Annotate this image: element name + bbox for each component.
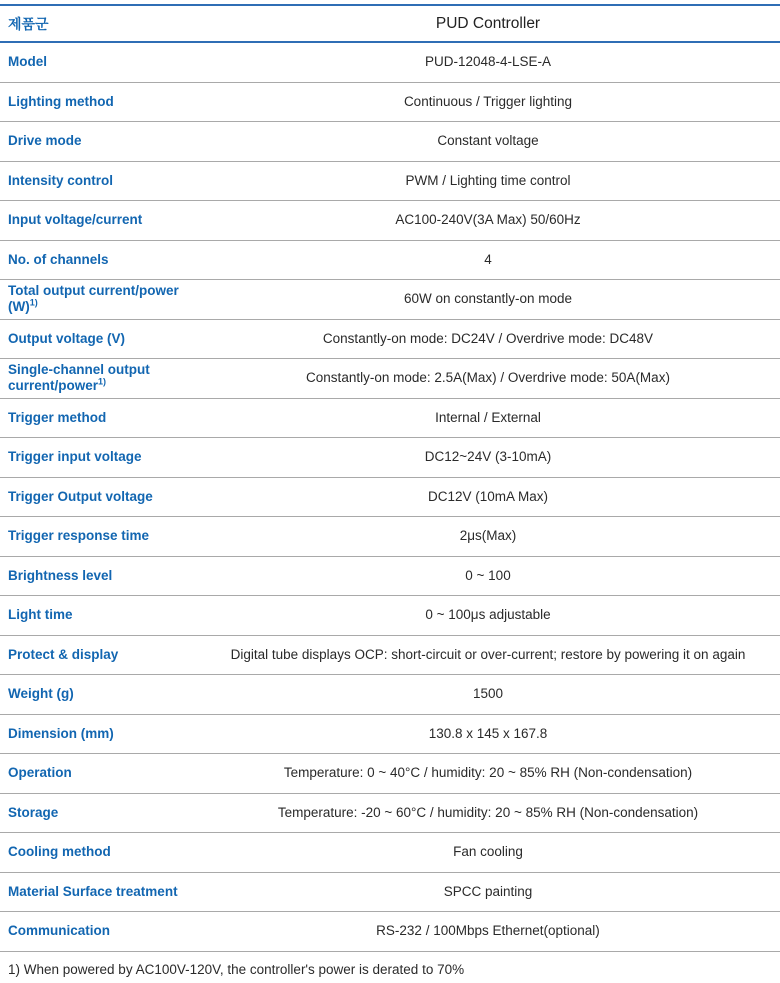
row-label: Weight (g)	[8, 686, 74, 702]
row-label: Dimension (mm)	[8, 725, 114, 741]
row-value: SPCC painting	[443, 883, 533, 899]
row-label: Cooling method	[8, 844, 111, 860]
row-value: Continuous / Trigger lighting	[403, 93, 573, 109]
spec-row	[0, 280, 780, 320]
row-label: Material Surface treatment	[8, 883, 178, 899]
row-label: Output voltage (V)	[8, 330, 125, 346]
row-label: Single-channel output current/power	[8, 362, 150, 394]
row-label: Storage	[8, 804, 59, 820]
spec-row	[0, 557, 780, 597]
row-label: Operation	[8, 765, 72, 781]
row-value: PUD-12048-4-LSE-A	[424, 54, 552, 70]
spec-row	[0, 596, 780, 636]
row-value: Temperature: -20 ~ 60°C / humidity: 20 ~ 85% RH (Non-condensation)	[277, 804, 699, 820]
spec-row	[0, 754, 780, 794]
spec-row	[0, 162, 780, 202]
spec-row	[0, 833, 780, 873]
row-value: AC100-240V(3A Max) 50/60Hz	[395, 212, 581, 228]
spec-row	[0, 438, 780, 478]
row-value: Constantly-on mode: 2.5A(Max) / Overdrive mode: 50A(Max)	[306, 370, 670, 386]
spec-row	[0, 241, 780, 281]
spec-row	[0, 399, 780, 439]
row-value: Internal / External	[435, 409, 541, 425]
spec-row	[0, 320, 780, 360]
spec-table	[0, 4, 780, 952]
spec-table-header-row	[0, 6, 780, 43]
row-label: Drive mode	[8, 133, 82, 149]
row-value: RS-232 / 100Mbps Ethernet(optional)	[376, 923, 600, 939]
spec-row	[0, 675, 780, 715]
spec-row	[0, 873, 780, 913]
row-value: 4	[484, 251, 492, 267]
product-family-value: PUD Controller	[435, 14, 541, 32]
row-value: Constantly-on mode: DC24V / Overdrive mode: DC48V	[322, 330, 654, 346]
row-label: No. of channels	[8, 251, 109, 267]
row-label: Brightness level	[8, 567, 113, 583]
row-value: DC12V (10mA Max)	[427, 488, 549, 504]
row-label: Intensity control	[8, 172, 114, 188]
spec-row	[0, 517, 780, 557]
row-value: 1500	[472, 686, 504, 702]
footnote: 1) When powered by AC100V-120V, the controller's power is derated to 70%	[8, 961, 465, 977]
row-label: Input voltage/current	[8, 212, 143, 228]
row-label: Protect & display	[8, 646, 119, 662]
row-label-superscript: 1)	[98, 376, 107, 387]
row-label: Trigger Output voltage	[8, 488, 153, 504]
spec-row	[0, 636, 780, 676]
spec-row	[0, 83, 780, 123]
row-label: Trigger response time	[8, 528, 150, 544]
row-value: Constant voltage	[437, 133, 539, 149]
row-label: Light time	[8, 607, 73, 623]
row-label: Model	[8, 54, 47, 70]
row-value: PWM / Lighting time control	[405, 172, 571, 188]
spec-row	[0, 794, 780, 834]
spec-table-body	[0, 43, 780, 952]
spec-row	[0, 359, 780, 399]
row-value: Digital tube displays OCP: short-circuit or over-current; restore by powering it on again	[230, 646, 746, 662]
row-label: Total output current/power (W)	[8, 283, 179, 315]
row-value: 130.8 x 145 x 167.8	[428, 725, 548, 741]
row-label: Lighting method	[8, 93, 114, 109]
spec-row	[0, 43, 780, 83]
spec-row	[0, 715, 780, 755]
spec-row	[0, 122, 780, 162]
spec-row	[0, 201, 780, 241]
spec-row	[0, 912, 780, 952]
row-value: 0 ~ 100	[465, 567, 511, 583]
product-family-label: 제품군	[8, 15, 49, 32]
spec-row	[0, 478, 780, 518]
row-label: Trigger method	[8, 409, 107, 425]
row-label: Trigger input voltage	[8, 449, 142, 465]
row-value: 0 ~ 100μs adjustable	[425, 607, 551, 623]
row-value: DC12~24V (3-10mA)	[424, 449, 552, 465]
row-value: 2μs(Max)	[459, 528, 517, 544]
row-label: Communication	[8, 923, 111, 939]
row-label-superscript: 1)	[29, 297, 38, 308]
row-value: Fan cooling	[453, 844, 523, 860]
row-value: Temperature: 0 ~ 40°C / humidity: 20 ~ 85% RH (Non-condensation)	[283, 765, 693, 781]
row-value: 60W on constantly-on mode	[403, 291, 573, 307]
